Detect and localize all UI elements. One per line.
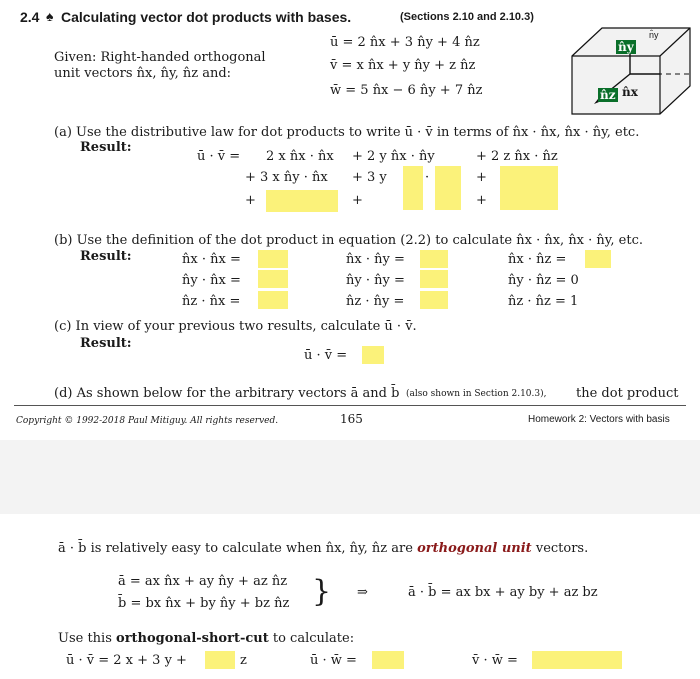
section-reference: (Sections 2.10 and 2.10.3) bbox=[400, 11, 534, 23]
answer-box-uw[interactable] bbox=[372, 651, 404, 669]
dot-yy: n̂y · n̂y = bbox=[346, 273, 405, 288]
part-a-plus-r3c3: + bbox=[476, 193, 487, 208]
part-a-term-yx: + 3 x n̂y · n̂x bbox=[245, 170, 328, 185]
equation-u: ū = 2 n̂x + 3 n̂y + 4 n̂z bbox=[330, 35, 480, 50]
page2-intro-emphasis: orthogonal unit bbox=[417, 541, 532, 556]
part-b-result-label: Result: bbox=[80, 249, 132, 264]
page2-eq-a: ā = ax n̂x + ay n̂y + az n̂z bbox=[118, 574, 288, 589]
answer-box-c[interactable] bbox=[362, 346, 384, 364]
footer-page-number: 165 bbox=[340, 412, 363, 426]
dot-xy: n̂x · n̂y = bbox=[346, 252, 405, 267]
answer-box-yz[interactable] bbox=[435, 166, 461, 210]
diagram-label-ny: n̂y bbox=[618, 40, 634, 54]
dot-xz: n̂x · n̂z = bbox=[508, 252, 567, 267]
part-a-plus-yz: + bbox=[476, 170, 487, 185]
part-a-plus-r3c2: + bbox=[352, 193, 363, 208]
answer-box-row2-end[interactable] bbox=[500, 166, 558, 210]
part-a-term-xx: 2 x n̂x · n̂x bbox=[266, 149, 334, 164]
part-a-prompt: (a) Use the distributive law for dot products to write ū · v̄ in terms of n̂x · n̂x, n̂x · n̂y, etc. bbox=[54, 125, 640, 140]
page2-arrow: ⇒ bbox=[357, 585, 368, 600]
part-a-term-yy: + 3 y bbox=[352, 170, 387, 185]
page2-intro-end: vectors. bbox=[535, 541, 589, 556]
diagram-label-nz: n̂z bbox=[600, 88, 616, 102]
dot-zx: n̂z · n̂x = bbox=[182, 294, 241, 309]
page2-eq-dot: ā · b̄ = ax bx + ay by + az bz bbox=[408, 585, 598, 600]
page2-right-brace: } bbox=[312, 574, 332, 609]
diagram-label-nx: n̂x bbox=[622, 85, 638, 99]
answer-box-vw[interactable] bbox=[532, 651, 622, 669]
page2-use-bold: orthogonal-short-cut bbox=[116, 631, 269, 646]
part-a-result-label: Result: bbox=[80, 140, 132, 155]
part-d-prompt-end: the dot product bbox=[576, 386, 679, 401]
basis-cube-diagram bbox=[570, 24, 692, 116]
part-c-prompt: (c) In view of your previous two results, calculate ū · v̄. bbox=[54, 319, 417, 334]
part-a-dot: · bbox=[425, 170, 430, 185]
part-b-prompt: (b) Use the definition of the dot product in equation (2.2) to calculate n̂x · n̂x, n̂x · n̂y, etc. bbox=[54, 233, 643, 248]
dot-yx: n̂y · n̂x = bbox=[182, 273, 241, 288]
answer-box-b-zy[interactable] bbox=[420, 291, 448, 309]
spade-icon: ♠ bbox=[46, 8, 54, 24]
page-gap bbox=[0, 440, 700, 514]
diagram-label-small: n̂y bbox=[649, 30, 659, 40]
page2-use-end: to calculate: bbox=[272, 631, 355, 646]
dot-zz: n̂z · n̂z = 1 bbox=[508, 294, 579, 309]
page2-uw-equation: ū · w̄ = bbox=[310, 653, 357, 668]
answer-box-b-yy[interactable] bbox=[420, 270, 448, 288]
page2-vw-equation: v̄ · w̄ = bbox=[472, 653, 518, 668]
answer-box-uv[interactable] bbox=[205, 651, 235, 669]
answer-box-b-yx[interactable] bbox=[258, 270, 288, 288]
problem-number: 2.4 bbox=[20, 9, 40, 25]
page2-uv-equation: ū · v̄ = 2 x + 3 y + bbox=[66, 653, 187, 668]
part-d-prompt-note: (also shown in Section 2.10.3), bbox=[406, 389, 547, 399]
part-d-prompt-start: (d) As shown below for the arbitrary vectors ā and b̄ bbox=[54, 386, 400, 401]
equation-w: w̄ = 5 n̂x − 6 n̂y + 7 n̂z bbox=[330, 83, 483, 98]
equation-v: v̄ = x n̂x + y n̂y + z n̂z bbox=[330, 58, 476, 73]
page2-eq-b: b̄ = bx n̂x + by n̂y + bz n̂z bbox=[118, 596, 290, 611]
part-a-lhs: ū · v̄ = bbox=[197, 149, 241, 164]
dot-zy: n̂z · n̂y = bbox=[346, 294, 405, 309]
given-line-1: Given: Right-handed orthogonal bbox=[54, 50, 266, 65]
part-a-plus-r3c1: + bbox=[245, 193, 256, 208]
part-a-term-xz: + 2 z n̂x · n̂z bbox=[476, 149, 558, 164]
answer-box-b-xy[interactable] bbox=[420, 250, 448, 268]
page2-use-start: Use this bbox=[58, 631, 112, 646]
dot-xx: n̂x · n̂x = bbox=[182, 252, 241, 267]
answer-box-zx[interactable] bbox=[266, 190, 338, 212]
part-a-term-xy: + 2 y n̂x · n̂y bbox=[352, 149, 435, 164]
footer-title: Homework 2: Vectors with basis bbox=[528, 414, 670, 425]
page2-use bbox=[58, 631, 354, 646]
part-c-equation: ū · v̄ = bbox=[304, 348, 348, 363]
given-line-2: unit vectors n̂x, n̂y, n̂z and: bbox=[54, 66, 232, 81]
answer-box-b-zx[interactable] bbox=[258, 291, 288, 309]
page2-intro bbox=[58, 541, 588, 556]
answer-box-yy[interactable] bbox=[403, 166, 423, 210]
footer-copyright: Copyright © 1992-2018 Paul Mitiguy. All rights reserved. bbox=[16, 416, 279, 426]
page2-intro-start: ā · b̄ is relatively easy to calculate when n̂x, n̂y, n̂z are bbox=[58, 541, 413, 556]
answer-box-b-xx[interactable] bbox=[258, 250, 288, 268]
part-c-result-label: Result: bbox=[80, 336, 132, 351]
problem-title: Calculating vector dot products with bases. bbox=[61, 9, 352, 25]
answer-box-b-xz[interactable] bbox=[585, 250, 611, 268]
dot-yz: n̂y · n̂z = 0 bbox=[508, 273, 579, 288]
page2-uv-tail: z bbox=[240, 653, 247, 668]
footer-rule bbox=[14, 405, 686, 406]
